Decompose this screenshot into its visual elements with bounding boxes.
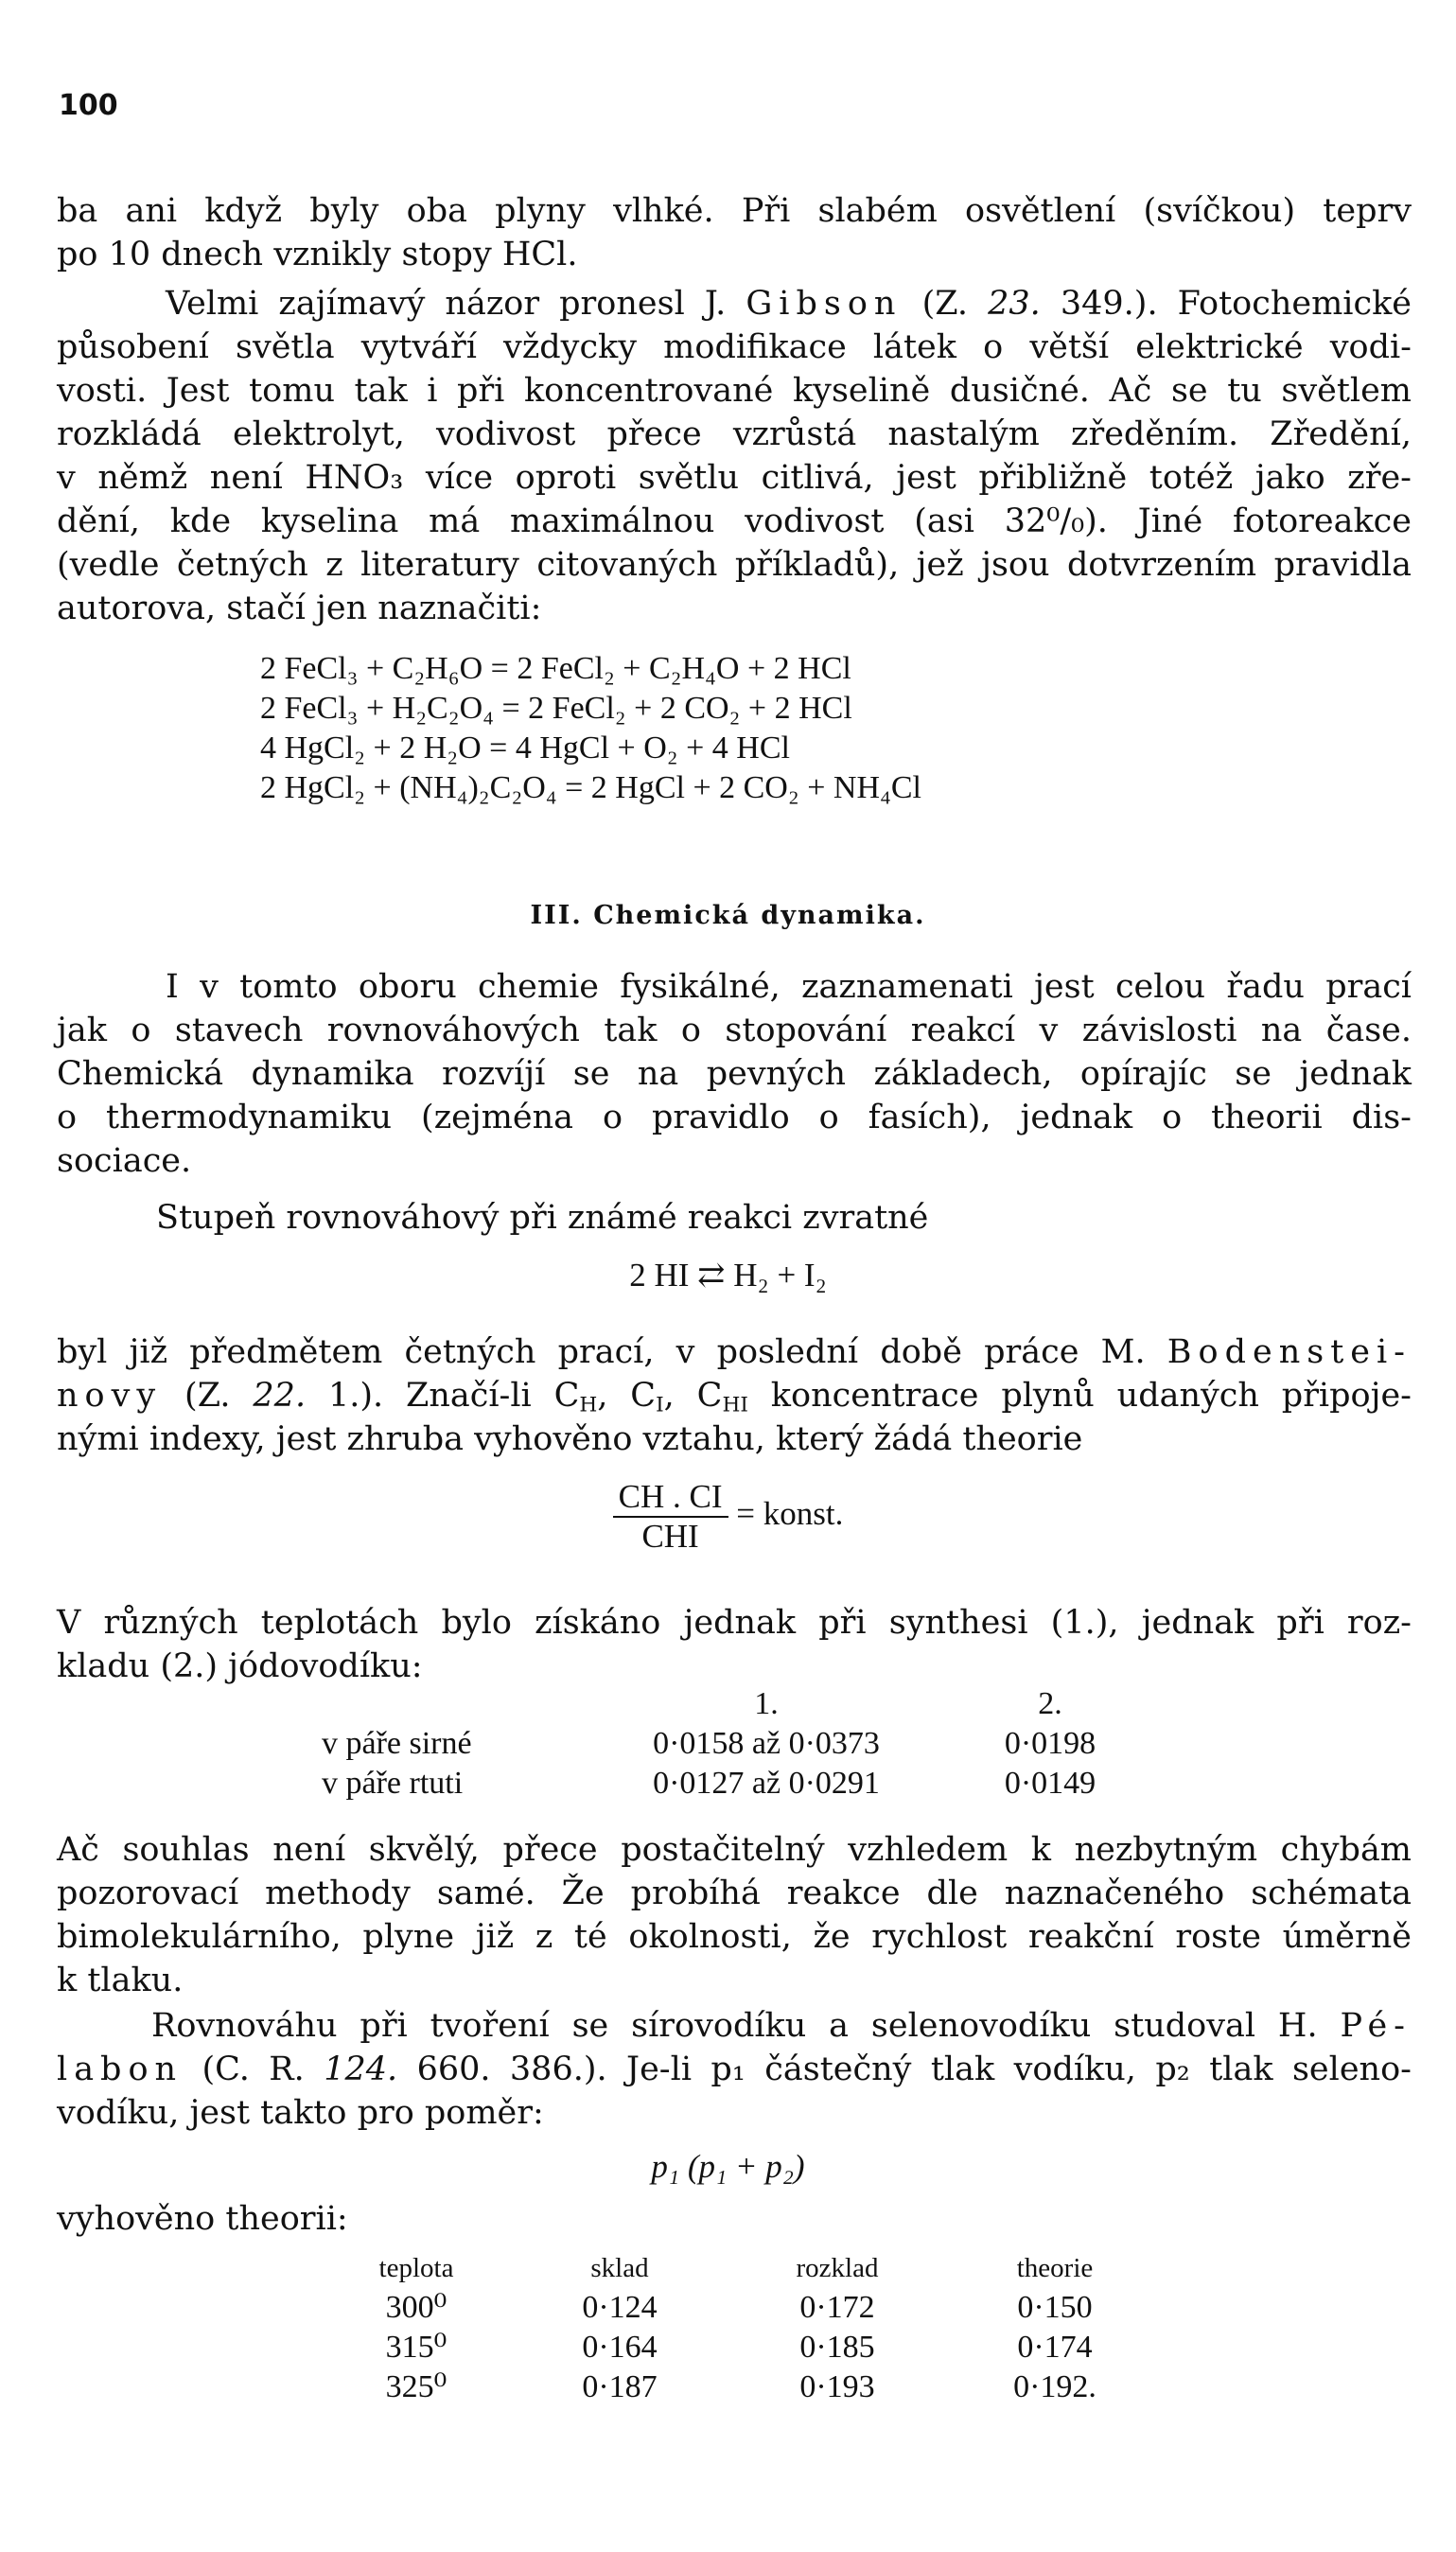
table-cell: 300⁰ <box>385 2290 447 2325</box>
table-row <box>322 2328 1164 2367</box>
table-cell: 1. <box>754 1686 779 1721</box>
text-line: dění, kde kyselina má maximálnou vodivost (asi 32⁰/₀). Jiné fotoreakce <box>57 502 1412 540</box>
table-cell: 0·172 <box>799 2290 875 2325</box>
equation: 4 HgCl₂ + 2 H₂O = 4 HgCl + O₂ + 4 HCl <box>260 730 790 766</box>
text-line: nými indexy, jest zhruba vyhověno vztahu, který žádá theorie <box>57 1420 1083 1458</box>
table-row <box>322 1764 1164 1804</box>
author-name: Pé- <box>1340 2007 1412 2045</box>
table-cell: 0·187 <box>582 2369 658 2404</box>
table-cell: 0·0149 <box>1004 1766 1096 1801</box>
author-name: Gibson <box>746 285 903 323</box>
table-cell: 0·185 <box>799 2330 875 2365</box>
paragraph-5 <box>57 1330 1412 1461</box>
table-cell: 0·192. <box>1013 2369 1096 2404</box>
table-row <box>322 2367 1164 2407</box>
table-cell: 0·0127 až 0·0291 <box>653 1766 880 1801</box>
table-cell: sklad <box>590 2253 649 2283</box>
text-line: k tlaku. <box>57 1962 184 1999</box>
paragraph-7 <box>57 1828 1412 2002</box>
paragraph-2 <box>57 282 1412 630</box>
paragraph-3 <box>57 965 1412 1183</box>
text-line: Ač souhlas není skvělý, přece postačitelný vzhledem k nezbytným chybám <box>57 1831 1412 1869</box>
table-cell: teplota <box>378 2253 454 2283</box>
paragraph-1 <box>57 189 1412 276</box>
text-line: Stupeň rovnováhový při známé reakci zvratné <box>156 1199 929 1237</box>
table-header <box>322 2248 1164 2288</box>
text-line: rozkládá elektrolyt, vodivost přece vzrůstá nastalým zředěním. Zředění, <box>57 415 1412 453</box>
text-line: kladu (2.) jódovodíku: <box>57 1647 423 1685</box>
table-cell: v páře sirné <box>322 1726 472 1761</box>
text-line: Rovnováhu při tvoření se sírovodíku a selenovodíku studoval H. Pé- <box>151 2007 1412 2045</box>
equation: 2 FeCl₃ + C₂H₆O = 2 FeCl₂ + C₂H₄O + 2 HCl <box>260 651 851 686</box>
table-cell: rozklad <box>796 2253 879 2283</box>
text-line: o thermodynamiku (zejména o pravidlo o fasích), jednak o theorii dis- <box>57 1099 1412 1136</box>
paragraph-9 <box>57 2197 1412 2241</box>
text-line: vodíku, jest takto pro poměr: <box>57 2094 544 2132</box>
paragraph-6 <box>57 1601 1412 1688</box>
author-name: Bodenstei- <box>1167 1333 1412 1371</box>
page-number: 100 <box>59 89 118 122</box>
text-line: působení světla vytváří vždycky modifikace látek o větší elektrické vodi- <box>57 328 1412 366</box>
text-line: labon (C. R. 124. 660. 386.). Je-li p₁ částečný tlak vodíku, p₂ tlak seleno- <box>57 2050 1412 2088</box>
text-line: byl již předmětem četných prací, v poslední době práce M. Bodenstei- <box>57 1333 1412 1371</box>
text-line: vyhověno theorii: <box>57 2200 348 2238</box>
table-cell: 0·164 <box>582 2330 658 2365</box>
equation: 2 FeCl₃ + H₂C₂O₄ = 2 FeCl₂ + 2 CO₂ + 2 HCl <box>260 691 852 726</box>
text-line: autorova, stačí jen naznačiti: <box>57 590 542 627</box>
table-row <box>322 2288 1164 2328</box>
text-line: po 10 dnech vznikly stopy HCl. <box>57 236 578 273</box>
formula <box>0 1478 1456 1556</box>
table-cell: 325⁰ <box>385 2369 447 2404</box>
fraction <box>613 1478 728 1556</box>
text-line: I v tomto oboru chemie fysikálné, zaznamenati jest celou řadu prací <box>166 968 1412 1006</box>
ratio-formula: p₁ (p₁ + p₂) <box>651 2148 805 2185</box>
formula-rhs: = konst. <box>736 1495 844 1533</box>
table-cell: theorie <box>1016 2253 1094 2283</box>
table-cell: 0·0158 až 0·0373 <box>653 1726 880 1761</box>
text-line: pozorovací methody samé. Že probíhá reakce dle naznačeného schémata <box>57 1874 1412 1912</box>
text-line: jak o stavech rovnováhových tak o stopování reakcí v závislosti na čase. <box>57 1012 1412 1049</box>
text-line: Chemická dynamika rozvíjí se na pevných základech, opírajíc se jednak <box>57 1055 1412 1093</box>
table-header <box>322 1684 1164 1724</box>
text-line: vosti. Jest tomu tak i při koncentrované kyselině dusičné. Ač se tu světlem <box>57 372 1412 410</box>
text-line: (vedle četných z literatury citovaných příkladů), jež jsou dotvrzením pravidla <box>57 546 1412 584</box>
table-cell: 0·150 <box>1017 2290 1093 2325</box>
text-line: ba ani když byly oba plyny vlhké. Při slabém osvětlení (svíčkou) teprv <box>57 192 1412 230</box>
table-cell: v páře rtuti <box>322 1766 464 1801</box>
text-line: Velmi zajímavý názor pronesl J. Gibson (Z. 23. 349.). Fotochemické <box>166 285 1412 323</box>
equation: 2 HgCl₂ + (NH₄)₂C₂O₄ = 2 HgCl + 2 CO₂ + NH₄Cl <box>260 770 921 805</box>
table-cell: 0·0198 <box>1004 1726 1096 1761</box>
table-cell: 0·124 <box>582 2290 658 2325</box>
table-cell: 315⁰ <box>385 2330 447 2365</box>
text-line: novy (Z. 22. 1.). Značí-li $C_H$, $C_I$, $C_{HI}$ koncentrace plynů udaných připoje- <box>57 1377 1412 1417</box>
equation-block <box>260 649 921 808</box>
text-line: v němž není HNO₃ více oproti světlu citlivá, jest přibližně totéž jako zře- <box>57 459 1412 497</box>
numerator: CH . CI <box>613 1478 728 1518</box>
section-heading: III. Chemická dynamika. <box>530 901 926 930</box>
paragraph-4 <box>57 1196 1412 1240</box>
table-row <box>322 1724 1164 1764</box>
data-table-2 <box>322 2248 1164 2407</box>
table-cell: 0·174 <box>1017 2330 1093 2365</box>
data-table-1 <box>322 1684 1164 1804</box>
reaction-equation: 2 HI ⇄ H₂ + I₂ <box>629 1257 827 1294</box>
text-line: sociace. <box>57 1142 192 1180</box>
table-cell: 0·193 <box>799 2369 875 2404</box>
text-line: V různých teplotách bylo získáno jednak při synthesi (1.), jednak při roz- <box>57 1604 1412 1642</box>
paragraph-8 <box>57 2004 1412 2135</box>
denominator: CHI <box>641 1518 699 1555</box>
text-line: bimolekulárního, plyne již z té okolnosti, že rychlost reakční roste úměrně <box>57 1918 1412 1956</box>
table-cell <box>322 1684 596 1724</box>
table-cell: 2. <box>1038 1686 1062 1721</box>
